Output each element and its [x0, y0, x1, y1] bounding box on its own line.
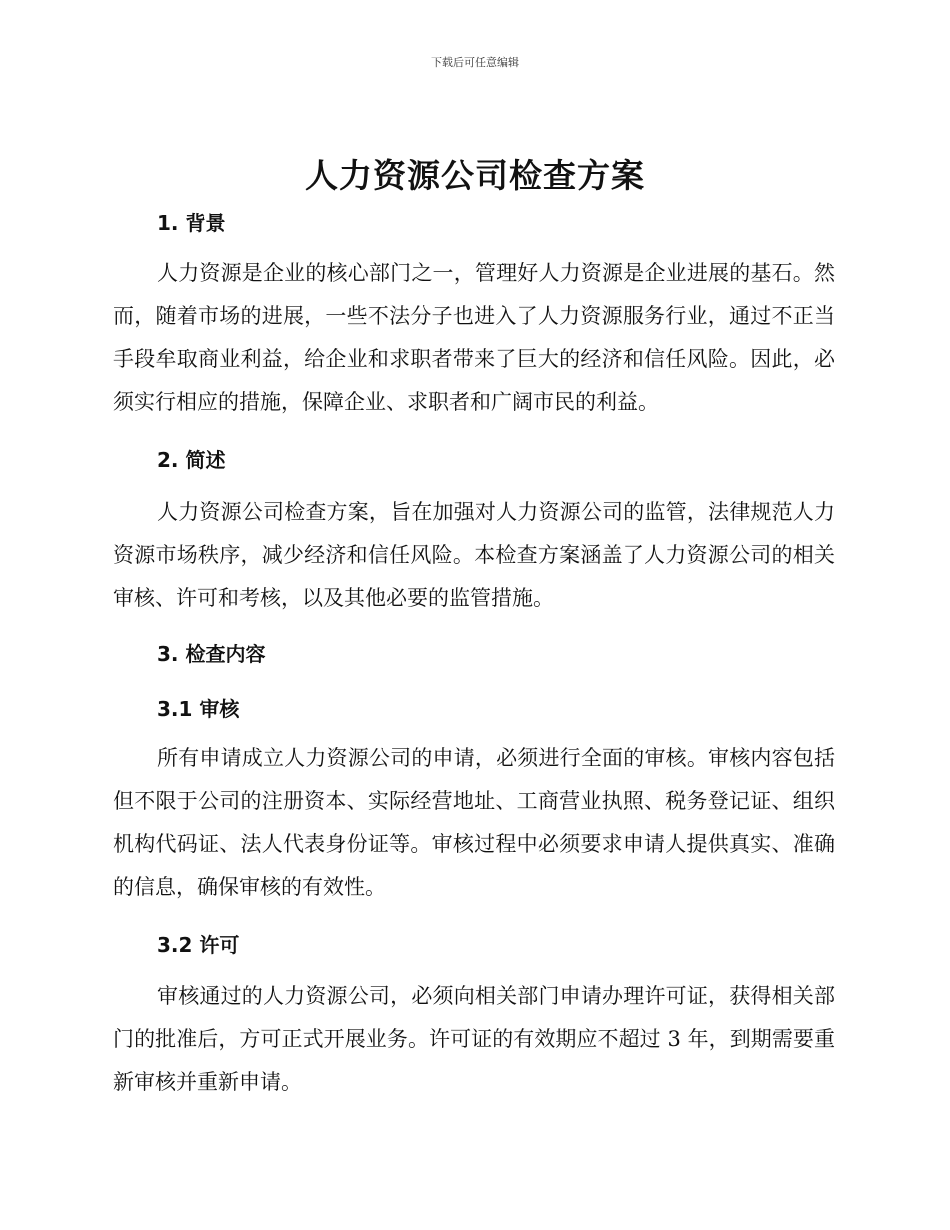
section-heading-license: 3.2 许可 — [157, 933, 240, 957]
header-note: 下载后可任意编辑 — [431, 56, 519, 69]
section-text-review: 所有申请成立人力资源公司的申请，必须进行全面的审核。审核内容包括但不限于公司的注册资本、实际经营地址、工商营业执照、税务登记证、组织机构代码证、法人代表身份证等。审核过程中必须要求申请人提供真实、准确的信息，确保审核的有效性。 — [113, 746, 835, 899]
section-heading-overview: 2. 简述 — [157, 448, 226, 472]
section-heading-content: 3. 检查内容 — [157, 642, 266, 666]
section-text-background: 人力资源是企业的核心部门之一，管理好人力资源是企业进展的基石。然而，随着市场的进展，一些不法分子也进入了人力资源服务行业，通过不正当手段牟取商业利益，给企业和求职者带来了巨大的经济和信任风险。因此，必须实行相应的措施，保障企业、求职者和广阔市民的利益。 — [113, 261, 835, 414]
section-heading-background: 1. 背景 — [157, 211, 226, 235]
section-heading-review: 3.1 审核 — [157, 697, 240, 721]
section-text-overview: 人力资源公司检查方案，旨在加强对人力资源公司的监管，法律规范人力资源市场秩序，减少经济和信任风险。本检查方案涵盖了人力资源公司的相关审核、许可和考核，以及其他必要的监管措施。 — [113, 500, 835, 610]
section-text-license: 审核通过的人力资源公司，必须向相关部门申请办理许可证，获得相关部门的批准后，方可正式开展业务。许可证的有效期应不超过 3 年，到期需要重新审核并重新申请。 — [113, 984, 835, 1094]
document-title: 人力资源公司检查方案 — [305, 156, 645, 195]
